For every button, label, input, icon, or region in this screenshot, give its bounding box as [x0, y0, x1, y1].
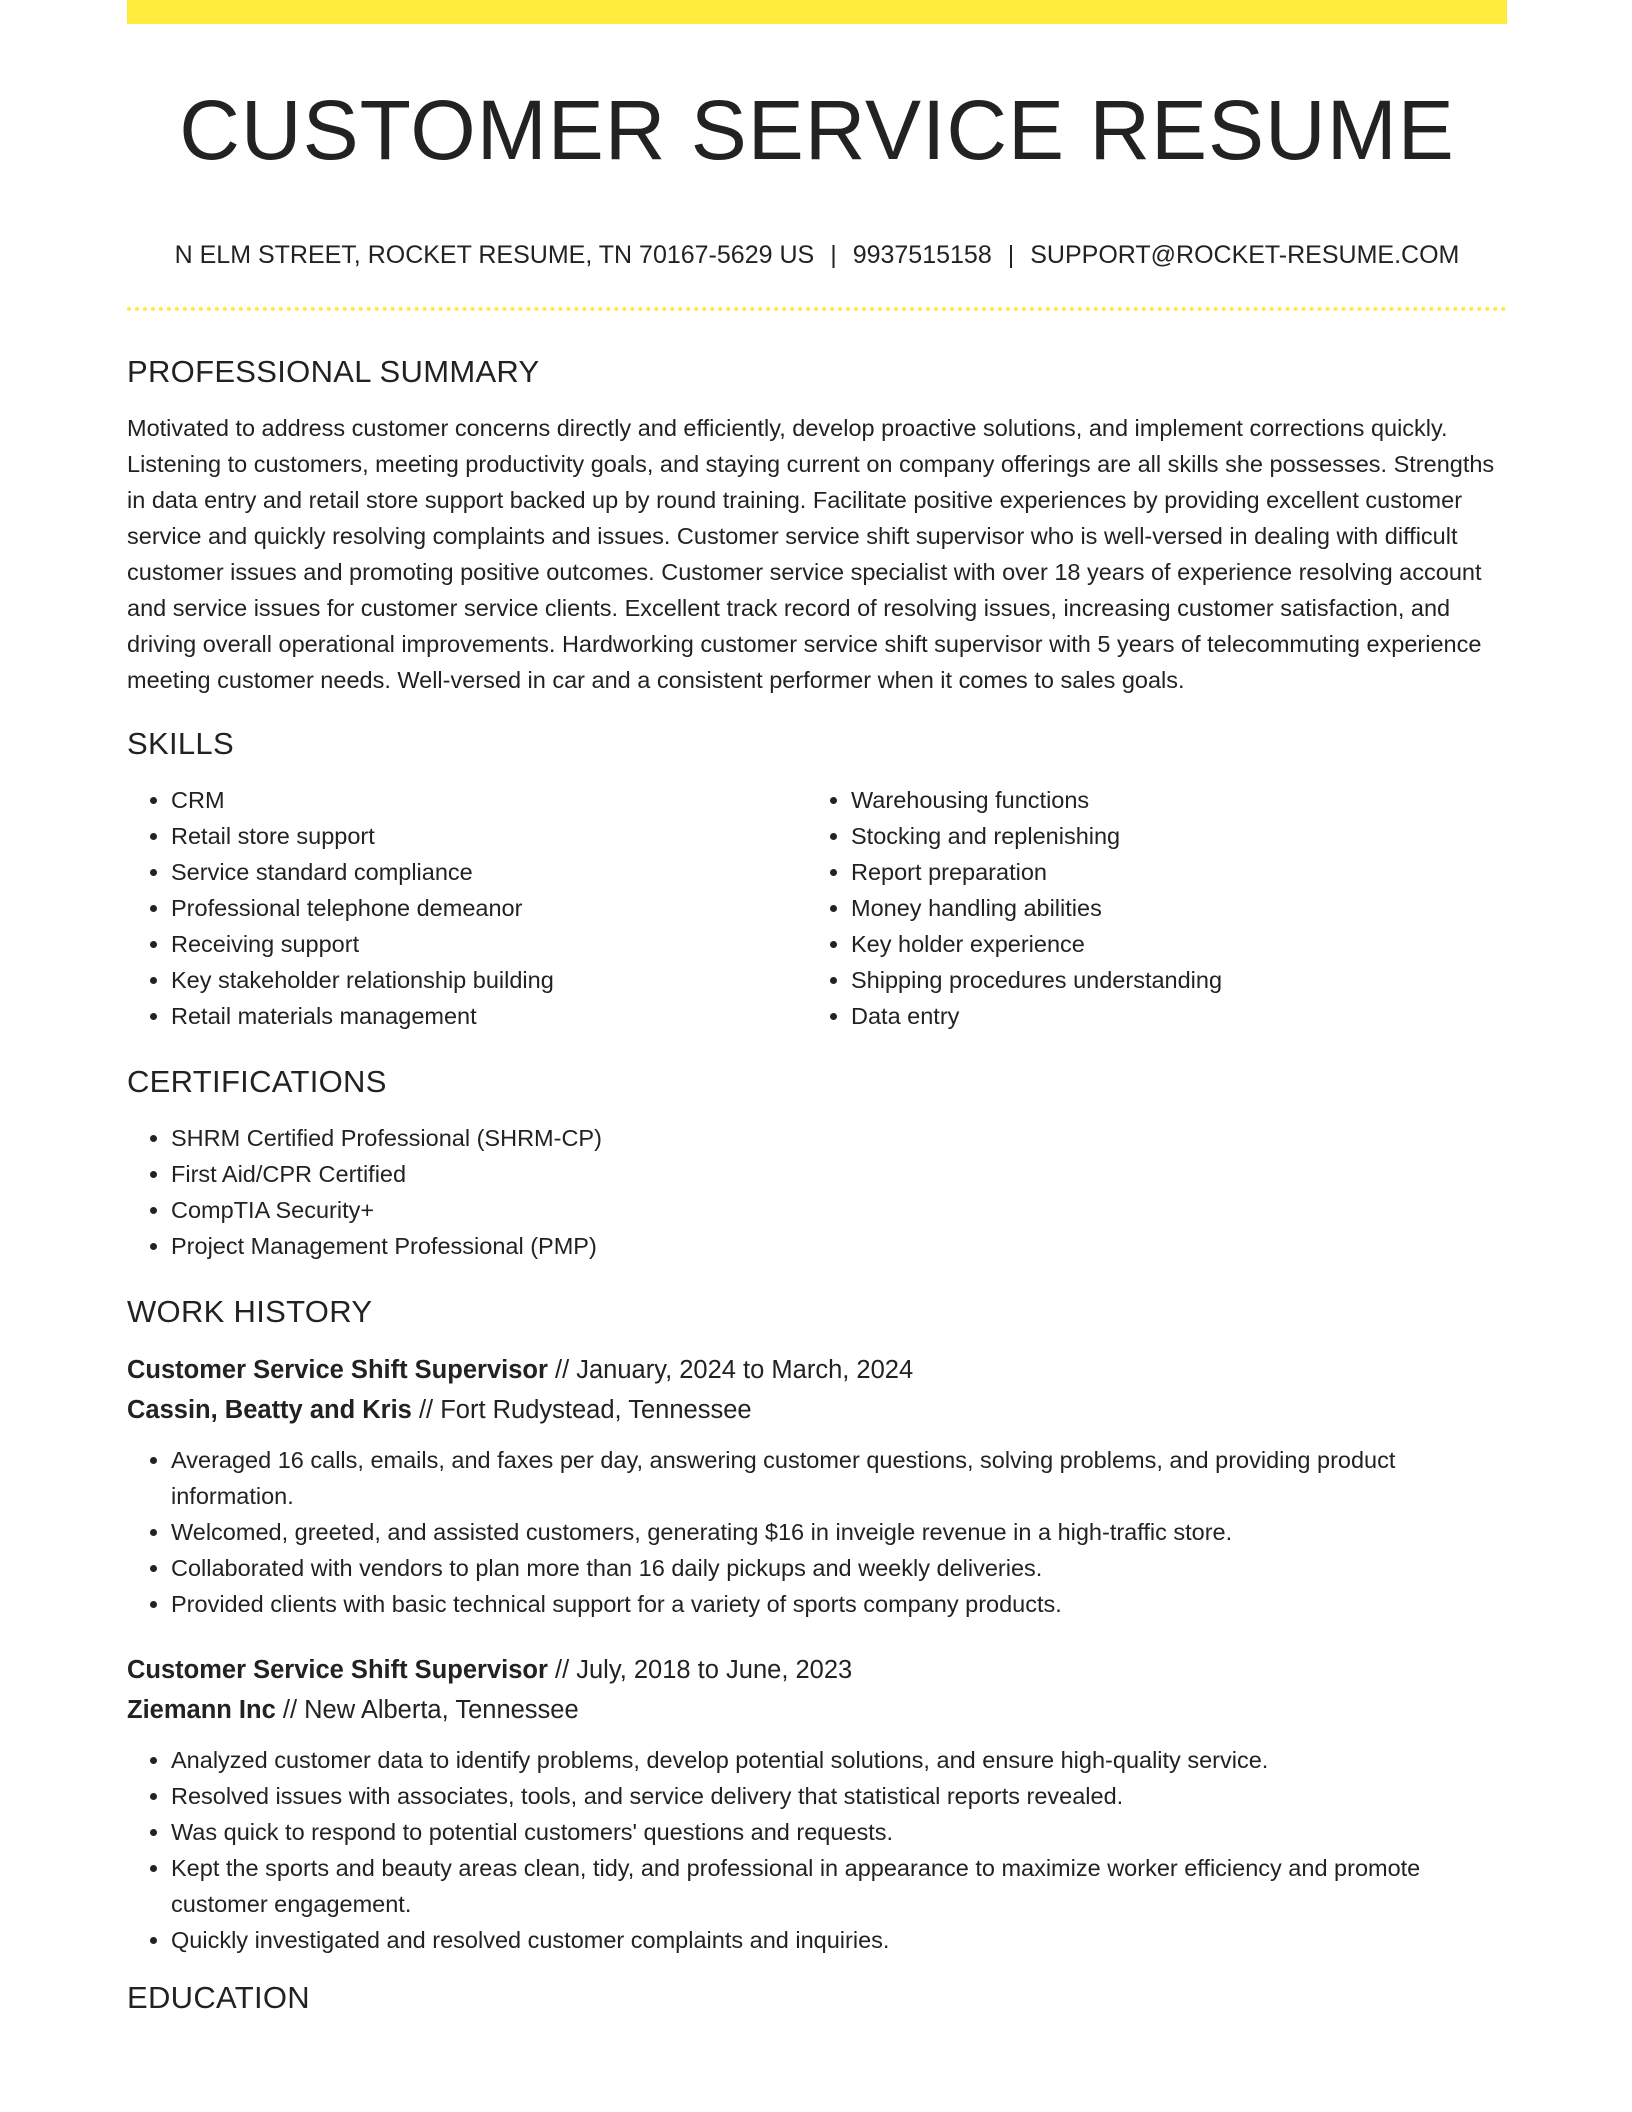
- certifications-list: [127, 1120, 1507, 1264]
- top-accent-bar: [127, 0, 1507, 24]
- job-location: // New Alberta, Tennessee: [282, 1696, 579, 1724]
- contact-address: N ELM STREET, ROCKET RESUME, TN 70167-5629 US: [174, 241, 815, 269]
- job-company: Ziemann Inc: [127, 1696, 276, 1724]
- job-bullet: • Was quick to respond to potential customers' questions and requests.: [171, 1814, 1507, 1850]
- contact-separator: |: [1007, 241, 1015, 269]
- contact-email: SUPPORT@ROCKET-RESUME.COM: [1030, 241, 1460, 269]
- work-history-heading: WORK HISTORY: [127, 1294, 373, 1329]
- skill-item: • CRM: [171, 782, 807, 818]
- skill-item: • Retail store support: [171, 818, 807, 854]
- skill-item: • Key stakeholder relationship building: [171, 962, 807, 998]
- job-bullet: • Resolved issues with associates, tools, and service delivery that statistical reports revealed.: [171, 1778, 1507, 1814]
- contact-phone: 9937515158: [852, 241, 992, 269]
- job-bullet: • Analyzed customer data to identify problems, develop potential solutions, and ensure high-quality service.: [171, 1742, 1507, 1778]
- education-heading: EDUCATION: [127, 1980, 310, 2015]
- certification-item: • First Aid/CPR Certified: [171, 1156, 1507, 1192]
- job-title: Customer Service Shift Supervisor: [127, 1656, 548, 1684]
- skills-grid: [127, 782, 1507, 1034]
- skill-item: • Stocking and replenishing: [851, 818, 1487, 854]
- certifications-heading: CERTIFICATIONS: [127, 1064, 387, 1099]
- summary-text: Motivated to address customer concerns directly and efficiently, develop proactive solutions, and implement corrections quickly. Listening to customers, meeting productivity goals, and staying current on company offerings are all skills she possesses. Strengths in data entry and retail store support backed up by round training. Facilitate positive experiences by providing excellent customer service and quickly resolving complaints and issues. Customer service shift supervisor who is well-versed in dealing with difficult customer issues and promoting positive outcomes. Customer service specialist with over 18 years of experience resolving account and service issues for customer service clients. Excellent track record of resolving issues, increasing customer satisfaction, and driving overall operational improvements. Hardworking customer service shift supervisor with 5 years of telecommuting experience meeting customer needs. Well-versed in car and a consistent performer when it comes to sales goals.: [127, 415, 1495, 693]
- skills-section: [127, 724, 1507, 1034]
- job-title-line: [127, 1350, 1507, 1390]
- skill-item: • Warehousing functions: [851, 782, 1487, 818]
- skill-item: • Data entry: [851, 998, 1487, 1034]
- skill-item: • Receiving support: [171, 926, 807, 962]
- certification-item: • SHRM Certified Professional (SHRM-CP): [171, 1120, 1507, 1156]
- job-bullet: • Collaborated with vendors to plan more than 16 daily pickups and weekly deliveries.: [171, 1550, 1507, 1586]
- summary-section: [127, 352, 1507, 698]
- resume-content: [127, 352, 1507, 2036]
- job-dates: // January, 2024 to March, 2024: [554, 1356, 914, 1384]
- job-company: Cassin, Beatty and Kris: [127, 1396, 412, 1424]
- job-bullets: [127, 1442, 1507, 1622]
- skills-column-right: [807, 782, 1487, 1034]
- job-dates: // July, 2018 to June, 2023: [554, 1656, 853, 1684]
- job-bullet: • Kept the sports and beauty areas clean, tidy, and professional in appearance to maximize worker efficiency and promote customer engagement.: [171, 1850, 1507, 1922]
- resume-page: [127, 0, 1507, 2112]
- job-bullet: • Welcomed, greeted, and assisted customers, generating $16 in inveigle revenue in a high-traffic store.: [171, 1514, 1507, 1550]
- job-bullets: [127, 1742, 1507, 1958]
- skills-heading: SKILLS: [127, 726, 234, 761]
- job-bullet: • Averaged 16 calls, emails, and faxes per day, answering customer questions, solving problems, and providing product information.: [171, 1442, 1507, 1514]
- contact-line: [127, 238, 1507, 272]
- job-location: // Fort Rudystead, Tennessee: [418, 1396, 752, 1424]
- job-title: Customer Service Shift Supervisor: [127, 1356, 548, 1384]
- skill-item: • Key holder experience: [851, 926, 1487, 962]
- work-history-section: [127, 1292, 1507, 1958]
- job-company-line: [127, 1390, 1507, 1430]
- job-company-line: [127, 1690, 1507, 1730]
- skill-item: • Service standard compliance: [171, 854, 807, 890]
- skills-column-left: [127, 782, 807, 1034]
- summary-heading: PROFESSIONAL SUMMARY: [127, 354, 540, 389]
- skill-item: • Report preparation: [851, 854, 1487, 890]
- dotted-divider: [127, 307, 1507, 311]
- job-entry: [127, 1350, 1507, 1622]
- skill-item: • Professional telephone demeanor: [171, 890, 807, 926]
- certification-item: • Project Management Professional (PMP): [171, 1228, 1507, 1264]
- job-entry: [127, 1650, 1507, 1958]
- skill-item: • Retail materials management: [171, 998, 807, 1034]
- job-bullet: • Provided clients with basic technical support for a variety of sports company products.: [171, 1586, 1507, 1622]
- job-title-line: [127, 1650, 1507, 1690]
- certification-item: • CompTIA Security+: [171, 1192, 1507, 1228]
- certifications-section: [127, 1062, 1507, 1264]
- skill-item: • Shipping procedures understanding: [851, 962, 1487, 998]
- job-bullet: • Quickly investigated and resolved customer complaints and inquiries.: [171, 1922, 1507, 1958]
- resume-title: CUSTOMER SERVICE RESUME: [179, 83, 1455, 177]
- education-section: [127, 1978, 1507, 2018]
- skill-item: • Money handling abilities: [851, 890, 1487, 926]
- contact-separator: |: [830, 241, 837, 269]
